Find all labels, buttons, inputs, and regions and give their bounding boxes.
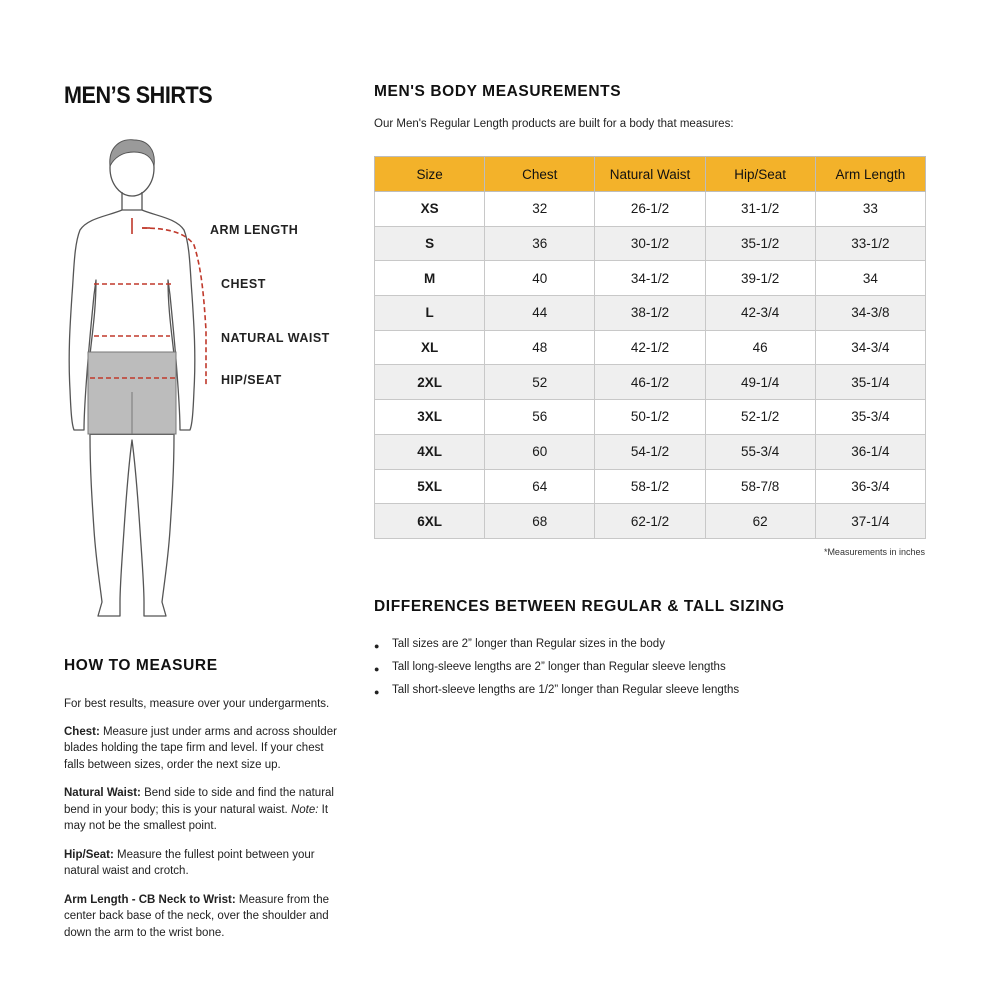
measurement-cell: 58-1/2 — [595, 469, 705, 504]
table-row — [375, 504, 926, 539]
measurement-cell: 33 — [815, 192, 925, 227]
col-header-chest: Chest — [485, 157, 595, 192]
measurement-cell: 39-1/2 — [705, 261, 815, 296]
col-header-natural-waist: Natural Waist — [595, 157, 705, 192]
measurement-cell: 49-1/4 — [705, 365, 815, 400]
measurement-cell: 32 — [485, 192, 595, 227]
size-cell: XL — [375, 330, 485, 365]
body-figure — [60, 130, 350, 630]
size-cell: M — [375, 261, 485, 296]
table-row — [375, 296, 926, 331]
size-cell: 6XL — [375, 504, 485, 539]
measurement-cell: 38-1/2 — [595, 296, 705, 331]
differences-heading: DIFFERENCES BETWEEN REGULAR & TALL SIZING — [374, 598, 785, 615]
bullet-icon: ● — [374, 664, 380, 674]
waist-instruction: Natural Waist: Bend side to side and find the natural bend in your body; this is your natural waist. Note: It may not be the smallest point. — [64, 787, 334, 832]
measurement-cell: 30-1/2 — [595, 226, 705, 261]
arm-instruction: Arm Length - CB Neck to Wrist: Measure from the center back base of the neck, over the shoulder and down the arm to the wrist bone. — [64, 893, 329, 939]
measurement-cell: 68 — [485, 504, 595, 539]
bullet-icon: ● — [374, 687, 380, 697]
measurement-cell: 34-3/8 — [815, 296, 925, 331]
col-header-size: Size — [375, 157, 485, 192]
measurements-subtitle: Our Men's Regular Length products are built for a body that measures: — [374, 118, 734, 130]
measurement-cell: 58-7/8 — [705, 469, 815, 504]
page-title: MEN’S SHIRTS — [64, 82, 213, 109]
size-cell: 4XL — [375, 434, 485, 469]
differences-list — [374, 638, 739, 707]
bullet-icon: ● — [374, 641, 380, 651]
measurement-cell: 26-1/2 — [595, 192, 705, 227]
measurement-cell: 54-1/2 — [595, 434, 705, 469]
measurement-cell: 56 — [485, 400, 595, 435]
list-item: ● Tall long-sleeve lengths are 2” longer than Regular sleeve lengths — [374, 661, 739, 684]
measurement-cell: 35-3/4 — [815, 400, 925, 435]
table-row — [375, 261, 926, 296]
measurement-cell: 36-1/4 — [815, 434, 925, 469]
table-row — [375, 226, 926, 261]
size-cell: 2XL — [375, 365, 485, 400]
list-item: ● Tall sizes are 2” longer than Regular sizes in the body — [374, 638, 739, 661]
measurement-cell: 31-1/2 — [705, 192, 815, 227]
measurement-cell: 37-1/4 — [815, 504, 925, 539]
how-to-measure-heading: HOW TO MEASURE — [64, 657, 218, 674]
table-row — [375, 400, 926, 435]
measurement-cell: 34 — [815, 261, 925, 296]
chest-label: CHEST — [221, 277, 266, 291]
natural-waist-label: NATURAL WAIST — [221, 331, 330, 345]
hip-instruction: Hip/Seat: Measure the fullest point between your natural waist and crotch. — [64, 848, 315, 877]
col-header-hip-seat: Hip/Seat — [705, 157, 815, 192]
size-cell: S — [375, 226, 485, 261]
table-header-row — [375, 157, 926, 192]
how-to-intro: For best results, measure over your undergarments. — [64, 698, 330, 710]
measurement-cell: 52 — [485, 365, 595, 400]
table-row — [375, 330, 926, 365]
table-body — [375, 192, 926, 539]
col-header-arm-length: Arm Length — [815, 157, 925, 192]
measurement-cell: 42-1/2 — [595, 330, 705, 365]
table-row — [375, 192, 926, 227]
size-cell: 3XL — [375, 400, 485, 435]
measurement-cell: 42-3/4 — [705, 296, 815, 331]
measurement-cell: 52-1/2 — [705, 400, 815, 435]
measurement-cell: 46-1/2 — [595, 365, 705, 400]
measurement-cell: 62-1/2 — [595, 504, 705, 539]
measurement-cell: 60 — [485, 434, 595, 469]
table-row — [375, 469, 926, 504]
measurement-cell: 35-1/2 — [705, 226, 815, 261]
measurements-heading: MEN'S BODY MEASUREMENTS — [374, 83, 622, 100]
measurement-cell: 34-3/4 — [815, 330, 925, 365]
measurement-footnote: *Measurements in inches — [823, 547, 925, 557]
measurement-cell: 44 — [485, 296, 595, 331]
measurement-cell: 33-1/2 — [815, 226, 925, 261]
chest-instruction: Chest: Measure just under arms and across shoulder blades holding the tape firm and level. If your chest falls between sizes, order the next size up. — [64, 725, 337, 771]
hip-seat-label: HIP/SEAT — [221, 373, 282, 387]
measurement-cell: 55-3/4 — [705, 434, 815, 469]
size-cell: XS — [375, 192, 485, 227]
measurement-cell: 40 — [485, 261, 595, 296]
arm-length-label: ARM LENGTH — [210, 223, 299, 237]
measurement-cell: 35-1/4 — [815, 365, 925, 400]
measurement-cell: 50-1/2 — [595, 400, 705, 435]
measurement-cell: 36-3/4 — [815, 469, 925, 504]
body-silhouette-icon — [60, 130, 350, 630]
table-row — [375, 434, 926, 469]
measurement-cell: 34-1/2 — [595, 261, 705, 296]
measurement-cell: 36 — [485, 226, 595, 261]
measurement-cell: 46 — [705, 330, 815, 365]
size-cell: 5XL — [375, 469, 485, 504]
measurement-cell: 62 — [705, 504, 815, 539]
table-row — [375, 365, 926, 400]
measurement-cell: 64 — [485, 469, 595, 504]
size-cell: L — [375, 296, 485, 331]
list-item: ● Tall short-sleeve lengths are 1/2” longer than Regular sleeve lengths — [374, 684, 739, 707]
measurement-cell: 48 — [485, 330, 595, 365]
size-chart-table — [374, 156, 926, 539]
how-to-measure-body — [64, 696, 339, 953]
